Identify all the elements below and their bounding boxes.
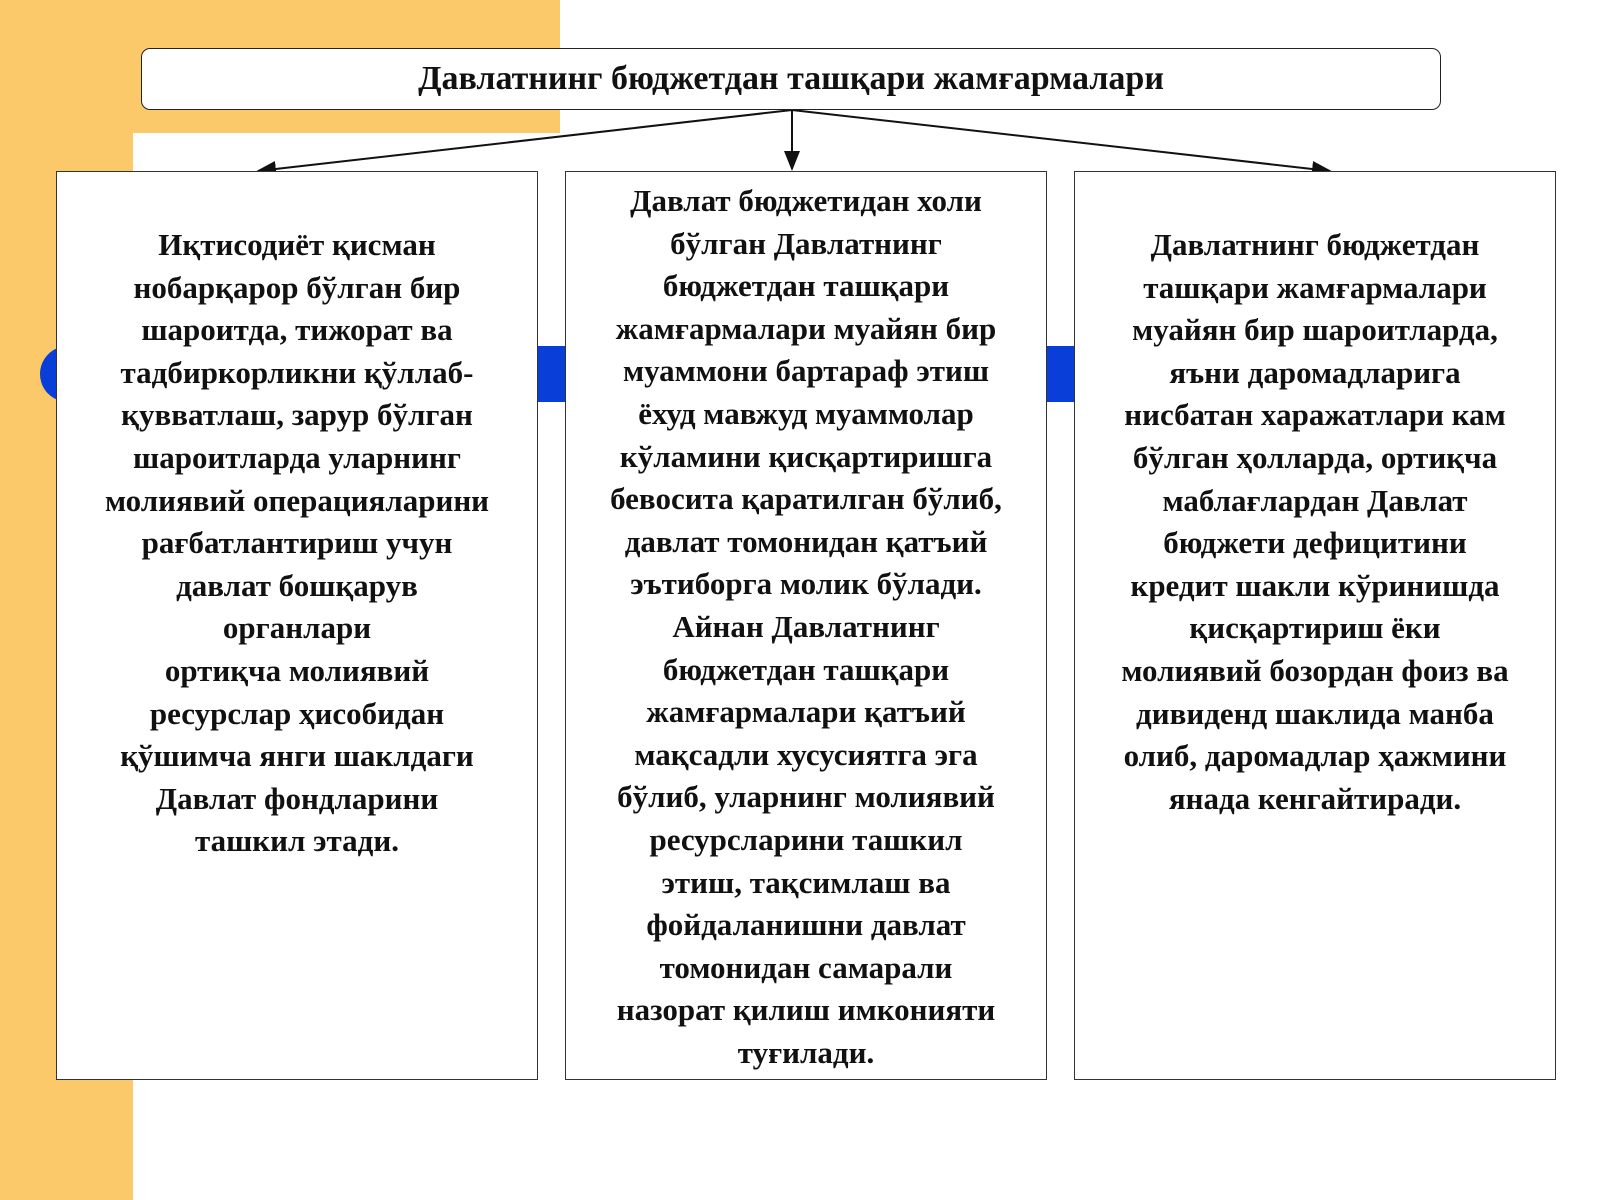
arrow-to-left-box: [258, 110, 792, 171]
content-box-right-text: Давлатнинг бюджетдан ташқари жамғармалари муайян бир шароитларда, яъни даромадларига нисбатан харажатлари кам бўлган ҳолларда, ортиқча маблағлардан Давлат бюджети дефицитини кредит шакли кўринишда қисқартириш ёки молиявий бозордан фоиз ва дивиденд шаклида манба олиб, даромадлар ҳажмини янада кенгайтиради.: [1121, 227, 1509, 816]
content-box-left-text: Иқтисодиёт қисман нобарқарор бўлган бир шароитда, тижорат ва тадбиркорликни қўллаб- қувватлаш, зарур бўлган шароитларда уларнинг молиявий операцияларини рағбатлантириш учун давлат бошқарув органлари ортиқча молиявий ресурслар ҳисобидан қўшимча янги шаклдаги Давлат фондларини ташкил этади.: [104, 227, 490, 859]
content-box-right: [1074, 171, 1556, 1080]
content-box-middle-text: Давлат бюджетидан холи бўлган Давлатнинг бюджетдан ташқари жамғармалари муайян бир муаммони бартараф этиш ёхуд мавжуд муаммолар кўламини қисқартиришга бевосита қаратилган бўлиб, давлат томонидан қатъий эътиборга молик бўлади. Айнан Давлатнинг бюджетдан ташқари жамғармалари қатъий мақсадли хусусиятга эга бўлиб, уларнинг молиявий ресурсларини ташкил этиш, тақсимлаш ва фойдаланишни давлат томонидан самарали назорат қилиш имконияти туғилади.: [610, 183, 1002, 1070]
arrow-to-right-box: [792, 110, 1330, 171]
title-box: [141, 48, 1441, 110]
content-box-left: [56, 171, 538, 1080]
diagram-title: Давлатнинг бюджетдан ташқари жамғармалари: [418, 60, 1164, 97]
content-box-middle: [565, 171, 1047, 1080]
